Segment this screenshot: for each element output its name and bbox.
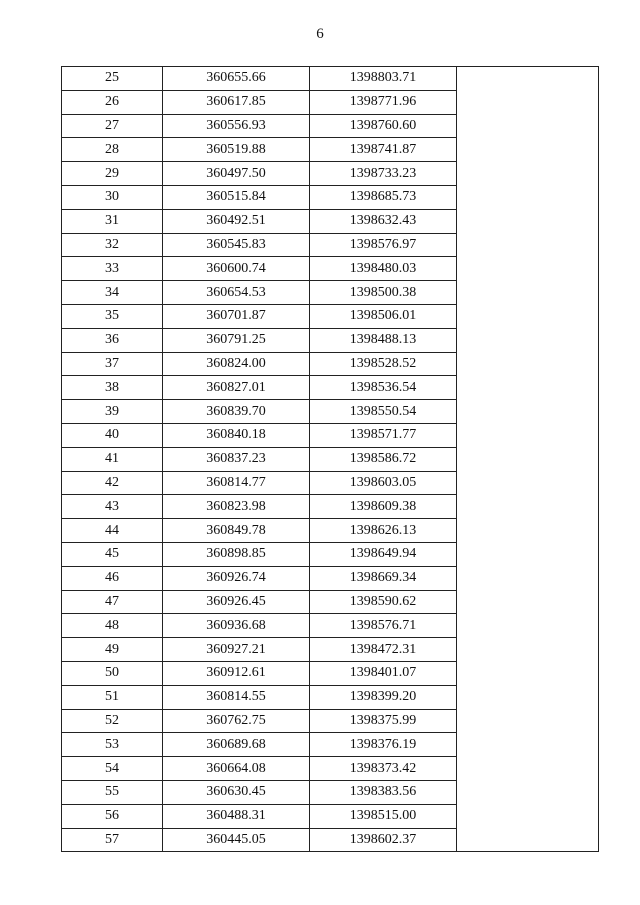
y-coordinate-cell: 1398590.62: [310, 590, 457, 614]
y-coordinate-cell: 1398576.71: [310, 614, 457, 638]
x-coordinate-cell: 360791.25: [163, 328, 310, 352]
y-coordinate-cell: 1398586.72: [310, 447, 457, 471]
point-number-cell: 39: [62, 400, 163, 424]
y-coordinate-cell: 1398626.13: [310, 519, 457, 543]
x-coordinate-cell: 360898.85: [163, 542, 310, 566]
y-coordinate-cell: 1398609.38: [310, 495, 457, 519]
x-coordinate-cell: 360926.45: [163, 590, 310, 614]
x-coordinate-cell: 360824.00: [163, 352, 310, 376]
point-number-cell: 45: [62, 542, 163, 566]
y-coordinate-cell: 1398383.56: [310, 780, 457, 804]
y-coordinate-cell: 1398500.38: [310, 281, 457, 305]
x-coordinate-cell: 360497.50: [163, 162, 310, 186]
x-coordinate-cell: 360823.98: [163, 495, 310, 519]
point-number-cell: 50: [62, 661, 163, 685]
table-row: [62, 67, 599, 91]
point-number-cell: 49: [62, 638, 163, 662]
x-coordinate-cell: 360630.45: [163, 780, 310, 804]
point-number-cell: 29: [62, 162, 163, 186]
x-coordinate-cell: 360927.21: [163, 638, 310, 662]
point-number-cell: 38: [62, 376, 163, 400]
y-coordinate-cell: 1398399.20: [310, 685, 457, 709]
x-coordinate-cell: 360827.01: [163, 376, 310, 400]
y-coordinate-cell: 1398632.43: [310, 209, 457, 233]
point-number-cell: 44: [62, 519, 163, 543]
x-coordinate-cell: 360936.68: [163, 614, 310, 638]
point-number-cell: 27: [62, 114, 163, 138]
point-number-cell: 34: [62, 281, 163, 305]
y-coordinate-cell: 1398373.42: [310, 757, 457, 781]
point-number-cell: 48: [62, 614, 163, 638]
y-coordinate-cell: 1398375.99: [310, 709, 457, 733]
y-coordinate-cell: 1398741.87: [310, 138, 457, 162]
point-number-cell: 46: [62, 566, 163, 590]
x-coordinate-cell: 360762.75: [163, 709, 310, 733]
point-number-cell: 26: [62, 90, 163, 114]
y-coordinate-cell: 1398649.94: [310, 542, 457, 566]
point-number-cell: 30: [62, 185, 163, 209]
y-coordinate-cell: 1398506.01: [310, 304, 457, 328]
y-coordinate-cell: 1398576.97: [310, 233, 457, 257]
y-coordinate-cell: 1398760.60: [310, 114, 457, 138]
y-coordinate-cell: 1398733.23: [310, 162, 457, 186]
point-number-cell: 42: [62, 471, 163, 495]
x-coordinate-cell: 360617.85: [163, 90, 310, 114]
y-coordinate-cell: 1398685.73: [310, 185, 457, 209]
empty-merged-cell: [457, 67, 599, 852]
point-number-cell: 51: [62, 685, 163, 709]
x-coordinate-cell: 360515.84: [163, 185, 310, 209]
x-coordinate-cell: 360492.51: [163, 209, 310, 233]
point-number-cell: 25: [62, 67, 163, 91]
x-coordinate-cell: 360654.53: [163, 281, 310, 305]
x-coordinate-cell: 360839.70: [163, 400, 310, 424]
y-coordinate-cell: 1398376.19: [310, 733, 457, 757]
x-coordinate-cell: 360837.23: [163, 447, 310, 471]
point-number-cell: 55: [62, 780, 163, 804]
y-coordinate-cell: 1398803.71: [310, 67, 457, 91]
y-coordinate-cell: 1398669.34: [310, 566, 457, 590]
y-coordinate-cell: 1398771.96: [310, 90, 457, 114]
y-coordinate-cell: 1398515.00: [310, 804, 457, 828]
point-number-cell: 37: [62, 352, 163, 376]
x-coordinate-cell: 360600.74: [163, 257, 310, 281]
x-coordinate-cell: 360840.18: [163, 423, 310, 447]
x-coordinate-cell: 360926.74: [163, 566, 310, 590]
point-number-cell: 52: [62, 709, 163, 733]
y-coordinate-cell: 1398401.07: [310, 661, 457, 685]
point-number-cell: 53: [62, 733, 163, 757]
y-coordinate-cell: 1398603.05: [310, 471, 457, 495]
x-coordinate-cell: 360689.68: [163, 733, 310, 757]
x-coordinate-cell: 360655.66: [163, 67, 310, 91]
x-coordinate-cell: 360849.78: [163, 519, 310, 543]
point-number-cell: 56: [62, 804, 163, 828]
x-coordinate-cell: 360519.88: [163, 138, 310, 162]
x-coordinate-cell: 360556.93: [163, 114, 310, 138]
y-coordinate-cell: 1398602.37: [310, 828, 457, 852]
x-coordinate-cell: 360545.83: [163, 233, 310, 257]
point-number-cell: 31: [62, 209, 163, 233]
y-coordinate-cell: 1398488.13: [310, 328, 457, 352]
point-number-cell: 33: [62, 257, 163, 281]
point-number-cell: 57: [62, 828, 163, 852]
x-coordinate-cell: 360445.05: [163, 828, 310, 852]
x-coordinate-cell: 360814.77: [163, 471, 310, 495]
x-coordinate-cell: 360488.31: [163, 804, 310, 828]
page-number: 6: [316, 26, 324, 42]
y-coordinate-cell: 1398571.77: [310, 423, 457, 447]
point-number-cell: 36: [62, 328, 163, 352]
point-number-cell: 32: [62, 233, 163, 257]
x-coordinate-cell: 360664.08: [163, 757, 310, 781]
point-number-cell: 40: [62, 423, 163, 447]
x-coordinate-cell: 360912.61: [163, 661, 310, 685]
y-coordinate-cell: 1398528.52: [310, 352, 457, 376]
point-number-cell: 35: [62, 304, 163, 328]
point-number-cell: 41: [62, 447, 163, 471]
coordinates-table-body: [62, 67, 599, 852]
point-number-cell: 43: [62, 495, 163, 519]
coordinates-table: [61, 66, 599, 852]
point-number-cell: 28: [62, 138, 163, 162]
x-coordinate-cell: 360701.87: [163, 304, 310, 328]
y-coordinate-cell: 1398480.03: [310, 257, 457, 281]
y-coordinate-cell: 1398472.31: [310, 638, 457, 662]
x-coordinate-cell: 360814.55: [163, 685, 310, 709]
point-number-cell: 47: [62, 590, 163, 614]
point-number-cell: 54: [62, 757, 163, 781]
y-coordinate-cell: 1398550.54: [310, 400, 457, 424]
y-coordinate-cell: 1398536.54: [310, 376, 457, 400]
